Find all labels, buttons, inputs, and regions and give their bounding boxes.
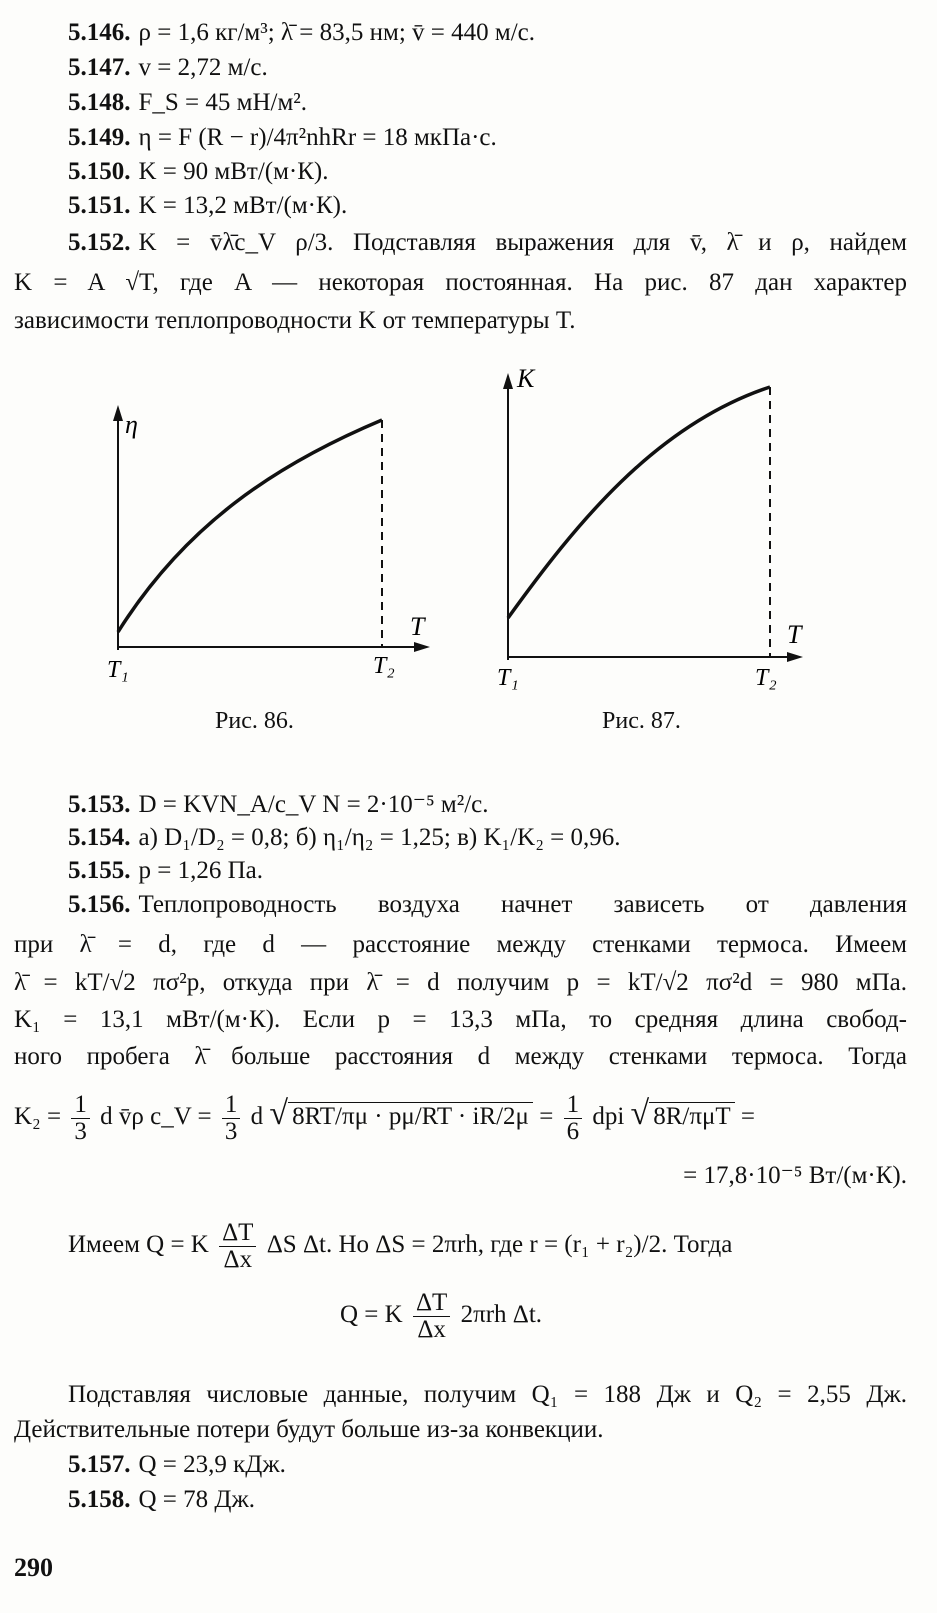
- equation-q: Q = K $\frac{\Delta T}{\Delta x}$ 2πrh Δt.: [340, 1289, 543, 1343]
- eq-k2-root-2: 8R/πμT: [649, 1102, 734, 1130]
- eq-k2-fraction-3: $\frac{1}{6}$: [564, 1092, 583, 1145]
- fig87-t2-label: T₂: [755, 665, 777, 691]
- answer-5-156-line4: K₁ = 13,1 мВт/(м·К). Если p = 13,3 мПа, то средняя длина свобод-: [14, 1006, 907, 1033]
- answer-5-155: 5.155. p = 1,26 Па.: [68, 857, 263, 884]
- eq-k2-sqrt-sign-1: √: [269, 1095, 289, 1133]
- answer-5-152-line3: зависимости теплопроводности K от температуры T.: [14, 307, 576, 334]
- eq-k2-mid2: d: [250, 1103, 264, 1131]
- fig86-y-label: η: [125, 410, 138, 439]
- answer-5-149: 5.149. η = F (R − r)/4π²nhRr = 18 мкПа·с.: [68, 124, 497, 151]
- eq-k2-lhs: K₂ =: [14, 1103, 62, 1131]
- eq-k2-mid1: d v̄ρ c_V =: [100, 1103, 212, 1131]
- fig86-curve: [118, 420, 382, 632]
- fig87-y-arrow: [503, 373, 513, 389]
- answer-5-156-line2: при λ̄ = d, где d — расстояние между стенками термоса. Имеем: [14, 931, 907, 958]
- fig87-curve: [508, 387, 770, 618]
- equation-k2-result: = 17,8·10⁻⁵ Вт/(м·К).: [683, 1162, 907, 1189]
- answer-5-154: 5.154. а) D₁/D₂ = 0,8; б) η₁/η₂ = 1,25; в) K₁/K₂ = 0,96.: [68, 824, 621, 851]
- figure-87: [485, 365, 830, 695]
- answer-5-148: 5.148. F_S = 45 мН/м².: [68, 89, 308, 116]
- fig87-y-label: K: [517, 365, 535, 393]
- answer-5-150: 5.150. K = 90 мВт/(м·К).: [68, 158, 329, 185]
- eq-k2-tail: =: [740, 1103, 755, 1131]
- figure-86: [95, 395, 440, 685]
- eq-k2-mid3: dpi: [592, 1103, 625, 1131]
- conclusion-line-2: Действительные потери будут больше из-за конвекции.: [14, 1416, 604, 1443]
- eq-k2-sqrt-sign-2: √: [630, 1095, 650, 1133]
- figure-87-caption: Рис. 87.: [602, 708, 681, 734]
- fig87-x-label: T: [787, 620, 802, 649]
- fig86-y-arrow: [113, 405, 123, 421]
- answer-5-156-line5: ного пробега λ̄ больше расстояния d между стенками термоса. Тогда: [14, 1043, 907, 1070]
- fig86-x-label: T: [410, 612, 425, 641]
- eq-k2-root-1: 8RT/πμ · pμ/RT · iR/2μ: [288, 1102, 533, 1130]
- eq-k2-fraction-2: $\frac{1}{3}$: [222, 1092, 241, 1145]
- answer-5-147: 5.147. v = 2,72 м/с.: [68, 54, 268, 81]
- conclusion-line-1: Подставляя числовые данные, получим Q₁ = 188 Дж и Q₂ = 2,55 Дж.: [68, 1381, 907, 1408]
- fig87-x-arrow: [787, 652, 803, 662]
- eq-q2-fraction: $\frac{\Delta T}{\Delta x}$: [413, 1290, 450, 1343]
- answer-5-158: 5.158. Q = 78 Дж.: [68, 1486, 255, 1513]
- answer-5-152: 5.152. K = v̄λ̄c_V ρ/3. Подставляя выражения для v̄, λ̄ и ρ, найдем: [68, 229, 907, 256]
- page-number: 290: [14, 1553, 53, 1582]
- answer-5-156: 5.156. Теплопроводность воздуха начнет зависеть от давления: [68, 891, 907, 918]
- answer-5-152-line2: K = A √T, где A — некоторая постоянная. На рис. 87 дан характер: [14, 269, 907, 296]
- fig86-t2-label: T₂: [373, 653, 395, 679]
- eq-q1-fraction: $\frac{\Delta T}{\Delta x}$: [219, 1220, 256, 1273]
- figure-86-caption: Рис. 86.: [215, 708, 294, 734]
- equation-q-intro: Имеем Q = K $\frac{\Delta T}{\Delta x}$ ΔS Δt. Но ΔS = 2πrh, где r = (r₁ + r₂)/2. Тогда: [68, 1219, 733, 1273]
- fig86-t1-label: T₁: [107, 657, 129, 683]
- eq-k2-fraction-1: $\frac{1}{3}$: [71, 1092, 90, 1145]
- eq-k2-equals: =: [539, 1103, 554, 1131]
- answer-5-157: 5.157. Q = 23,9 кДж.: [68, 1451, 286, 1478]
- fig87-t1-label: T₁: [497, 665, 519, 691]
- equation-k2: [14, 1092, 755, 1145]
- fig86-x-arrow: [414, 642, 430, 652]
- answer-5-153: 5.153. D = KVN_A/c_V N = 2·10⁻⁵ м²/с.: [68, 791, 489, 818]
- answer-5-151: 5.151. K = 13,2 мВт/(м·К).: [68, 192, 348, 219]
- answer-5-156-line3: λ̄ = kT/√2 πσ²p, откуда при λ̄ = d получим p = kT/√2 πσ²d = 980 мПа.: [14, 969, 907, 996]
- answer-5-146: 5.146. ρ = 1,6 кг/м³; λ̄ = 83,5 нм; v̄ = 440 м/с.: [68, 19, 536, 46]
